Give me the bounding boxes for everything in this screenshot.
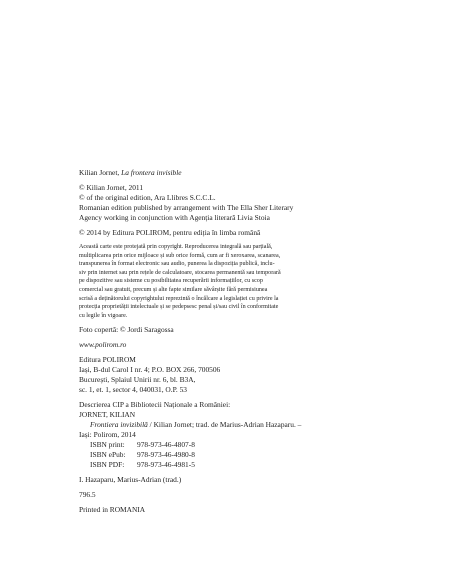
legal-line: pe dispozitive sau sisteme cu posibilitatea recuperării informațiilor, cu scop (79, 278, 263, 285)
website-link: www.polirom.ro (79, 340, 127, 350)
legal-line: Această carte este protejată prin copyright. Reproducerea integrală sau parțială, (79, 244, 273, 250)
publisher-line: București, Splaiul Unirii nr. 6, bl. B3A, (79, 375, 196, 385)
cip-title-line (79, 420, 379, 430)
cip-publication: Iași: Polirom, 2014 (79, 430, 136, 440)
cip-author: JORNET, KILIAN (79, 410, 136, 420)
author-name: Kilian Jornet, (79, 168, 120, 177)
isbn-row (79, 440, 379, 450)
isbn-row (79, 450, 379, 460)
legal-line: comercial sau gratuit, precum și alte fapte similare săvârșite fără permisiunea (79, 286, 268, 293)
isbn-label: ISBN PDF: (90, 460, 125, 470)
isbn-label: ISBN ePub: (90, 450, 126, 460)
isbn-value: 978-973-46-4980-8 (137, 450, 195, 460)
publisher-line: Iași, B-dul Carol I nr. 4; P.O. BOX 266, 700506 (79, 365, 221, 375)
copyright-line: Agency working in conjunction with Agenția literară Livia Stoia (79, 213, 270, 222)
legal-notice (79, 243, 379, 320)
cip-translator: I. Hazaparu, Marius-Adrian (trad.) (79, 475, 182, 485)
legal-line: siv prin internet sau prin rețele de calculatoare, stocarea permanentă sau temporară (79, 269, 281, 276)
original-title-line (79, 168, 379, 178)
page-content (79, 168, 379, 515)
isbn-value: 978-973-46-4981-5 (137, 460, 195, 470)
cip-block (79, 400, 379, 500)
cover-photo-credit: Foto copertă: © Jordi Saragossa (79, 325, 174, 335)
isbn-value: 978-973-46-4807-8 (137, 440, 195, 450)
copyright-block (79, 183, 379, 223)
printed-in: Printed in ROMANIA (79, 505, 146, 515)
cip-heading: Descrierea CIP a Bibliotecii Naționale a României: (79, 400, 231, 410)
isbn-row (79, 460, 379, 470)
copyright-line: © Kilian Jornet, 2011 (79, 183, 144, 192)
publisher-line: sc. 1, et. 1, sector 4, 040031, O.P. 53 (79, 385, 187, 395)
legal-line: protecția proprietății intelectuale și se pedepsesc penal și/sau civil în conformitate (79, 304, 279, 311)
cip-udc: 796.5 (79, 490, 96, 500)
legal-line: multiplicarea prin orice mijloace și sub orice formă, cum ar fi xeroxarea, scanarea, (79, 252, 281, 259)
legal-line: cu legile în vigoare. (79, 312, 128, 319)
cip-title-rest: / Kilian Jornet; trad. de Marius-Adrian Hazaparu. – (147, 420, 302, 430)
original-title: La frontera invisible (121, 168, 182, 177)
polirom-copyright: © 2014 by Editura POLIROM, pentru ediția în limba română (79, 228, 261, 237)
legal-line: transpunerea în format electronic sau audio, punerea la dispoziția publică, inclu- (79, 261, 275, 268)
legal-line: scrisă a deținătorului copyrightului reprezintă o încălcare a legislației cu privire la (79, 295, 279, 302)
publisher-address (79, 355, 379, 395)
copyright-line: Romanian edition published by arrangement with The Ella Sher Literary (79, 203, 294, 212)
cip-title: Frontiera invizibilă (90, 420, 148, 430)
copyright-line: © of the original edition, Ara Llibres S.C.C.L. (79, 193, 216, 202)
isbn-label: ISBN print: (90, 440, 125, 450)
publisher-line: Editura POLIROM (79, 355, 136, 365)
